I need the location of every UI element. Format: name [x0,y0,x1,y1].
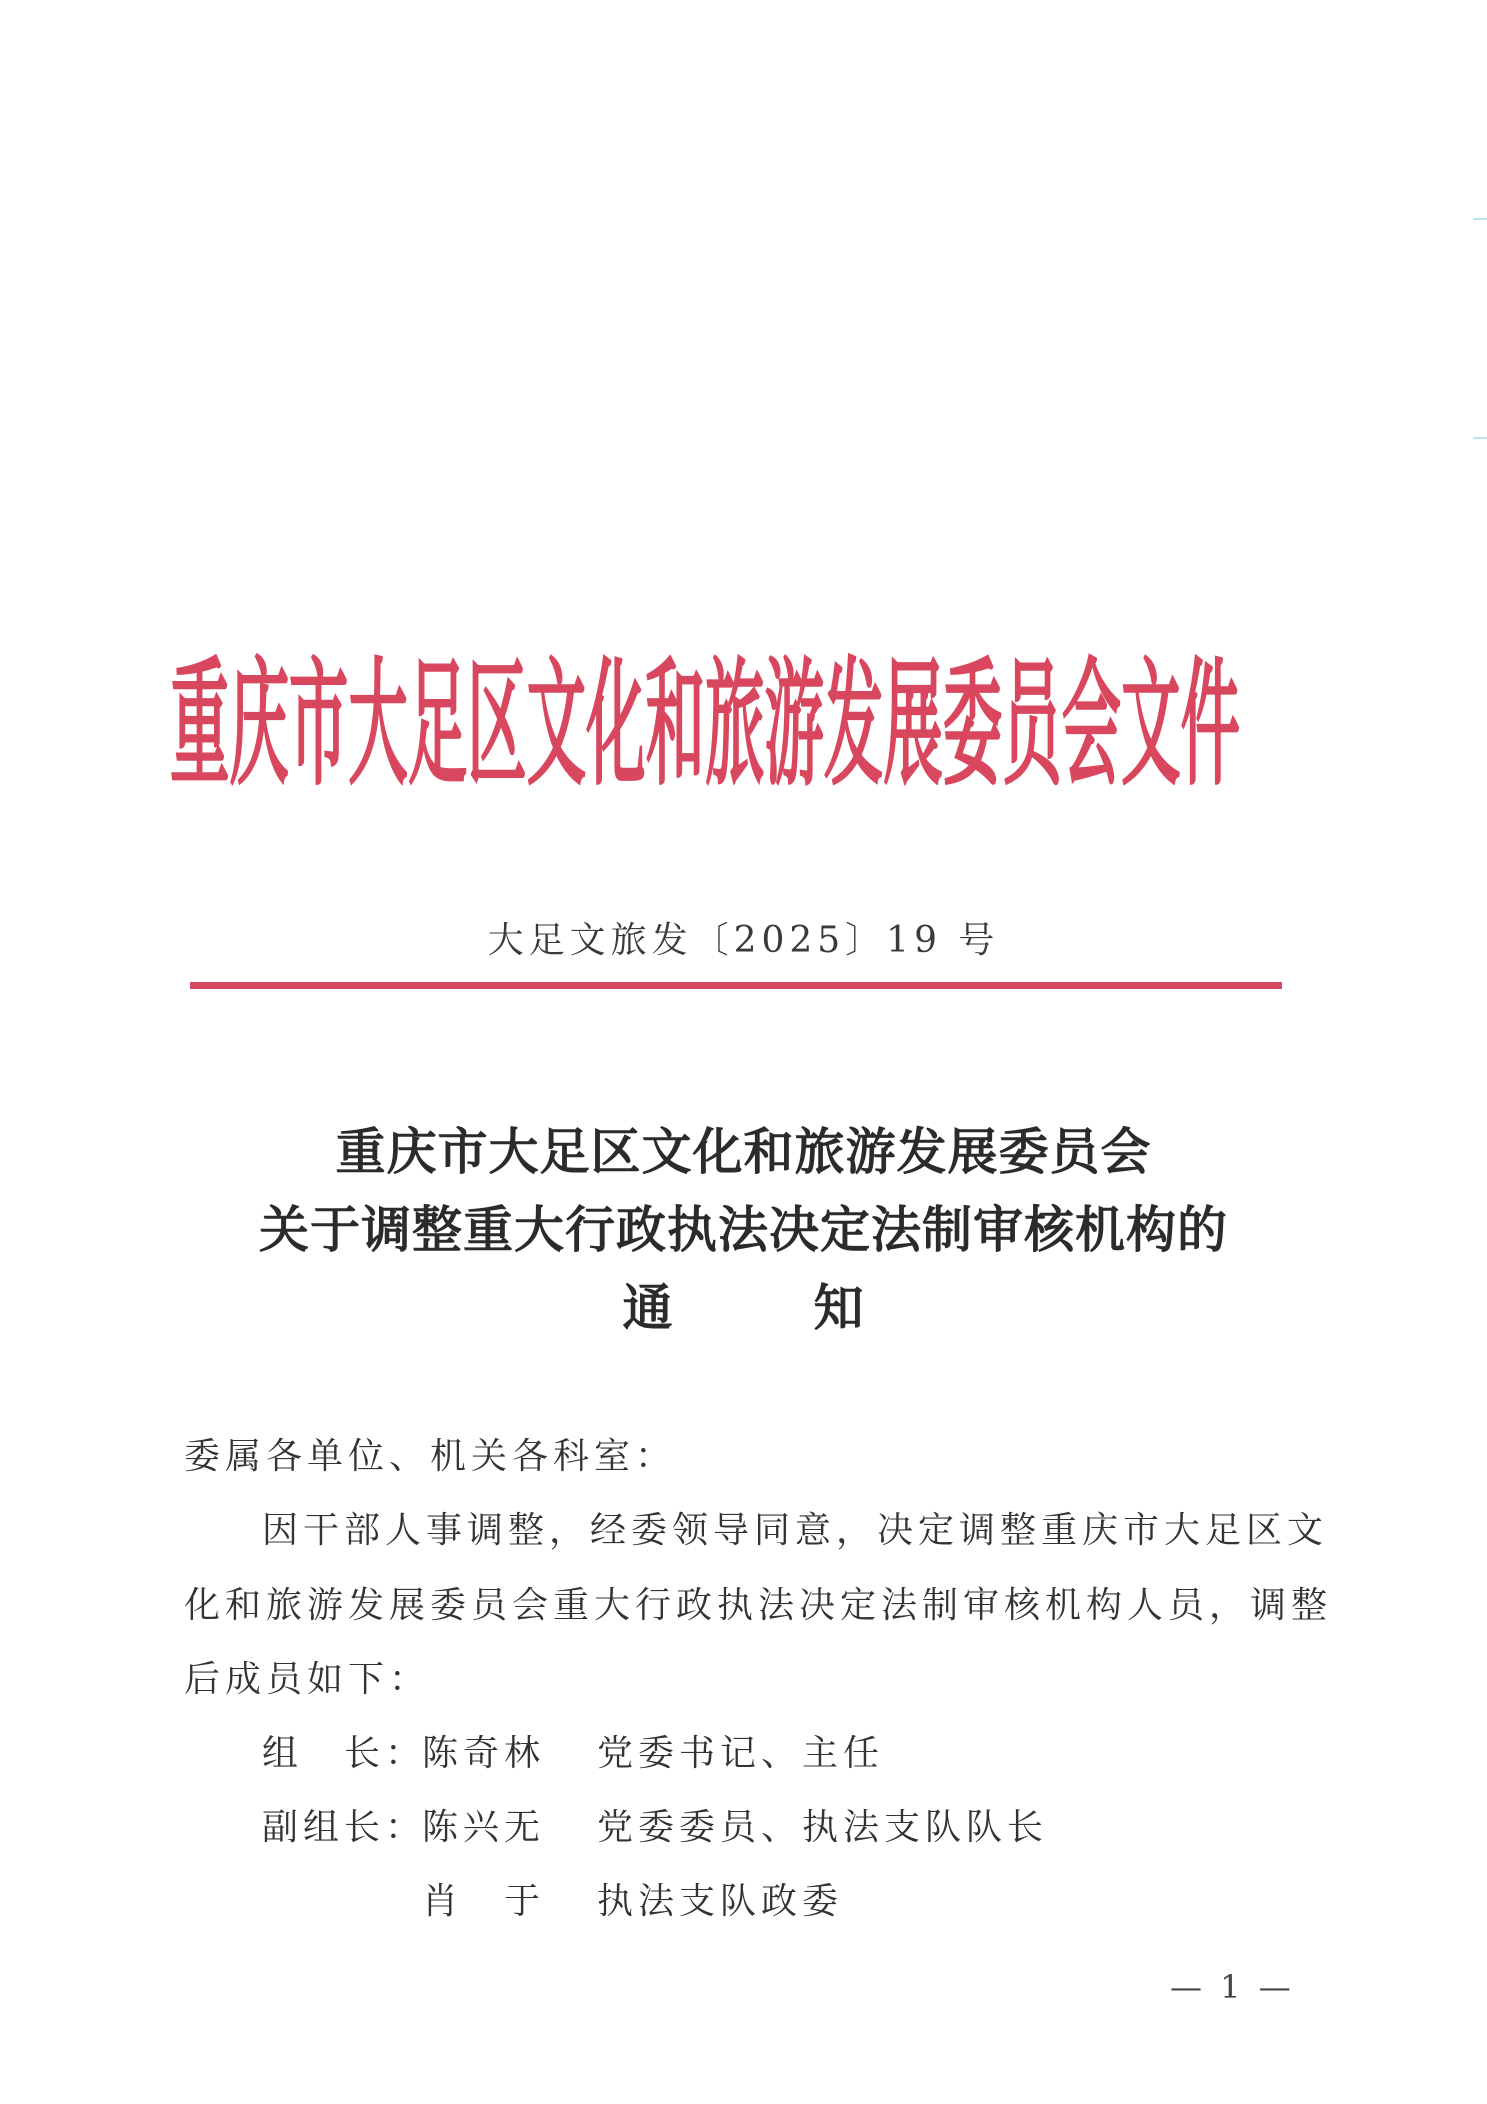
notice-title-char-2: 知 [813,1278,865,1337]
member-role: 副组长： [262,1807,427,1848]
notice-title-line-3 [0,1268,1487,1340]
masthead [150,640,1260,810]
member-post: 执法支队政委 [597,1881,844,1922]
masthead-title: 重庆市大足区文化和旅游发展委员会文件 [170,644,1240,805]
notice-title-char-1: 通 [622,1278,674,1337]
member-post: 党委书记、主任 [597,1733,885,1774]
body-paragraph-line-1: 因干部人事调整，经委领导同意，决定调整重庆市大足区文 [262,1510,1329,1551]
body-paragraph-line-3: 后成员如下： [184,1659,431,1700]
notice-title-line-1: 重庆市大足区文化和旅游发展委员会 [335,1122,1152,1181]
page-number: — 1 — [1170,1968,1295,2006]
member-name: 陈奇林 [422,1733,546,1774]
member-post: 党委委员、执法支队队长 [597,1807,1049,1848]
notice-title-line-2: 关于调整重大行政执法决定法制审核机构的 [259,1200,1228,1259]
scan-edge-mark [1473,218,1487,220]
member-role: 组 长： [262,1733,427,1774]
document-number: 大足文旅发〔2025〕19 号 [487,920,1000,961]
scan-edge-mark [1473,437,1487,439]
member-name: 肖 于 [422,1881,546,1922]
red-divider-rule [190,982,1282,989]
salutation: 委属各单位、机关各科室： [184,1436,677,1477]
masthead-title-graphic [150,640,1260,810]
member-name: 陈兴无 [422,1807,546,1848]
body-paragraph-line-2: 化和旅游发展委员会重大行政执法决定法制审核机构人员，调整 [184,1585,1333,1626]
